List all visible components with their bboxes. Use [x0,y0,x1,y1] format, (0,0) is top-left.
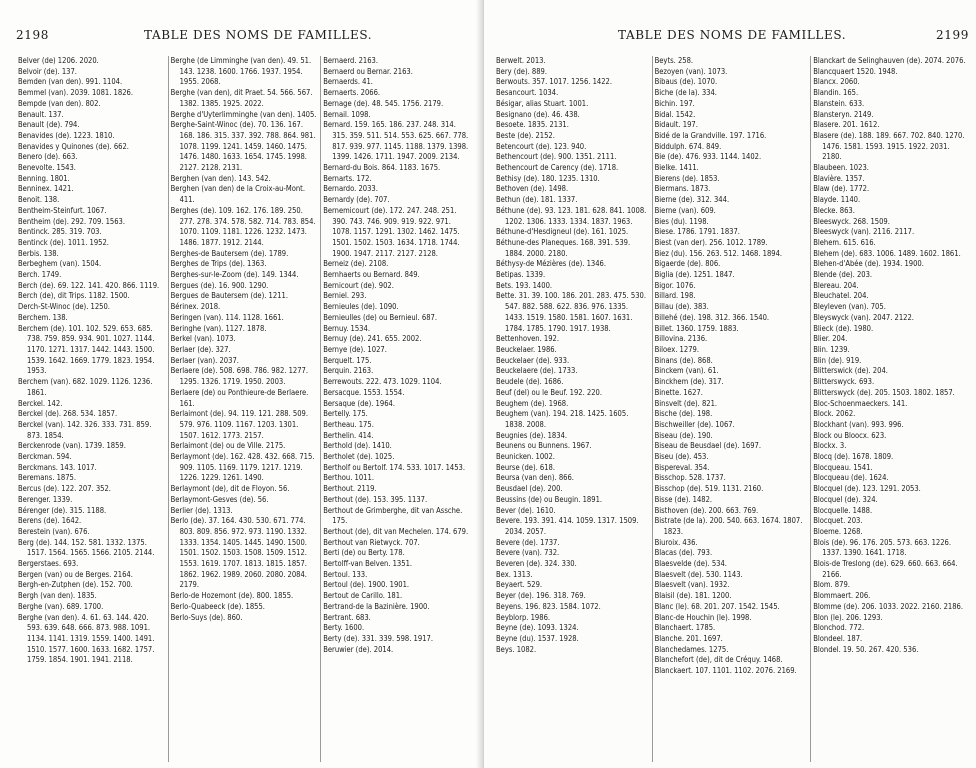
index-entry: Beurse (de). 618. [496,462,556,472]
index-entry: Berckenrode (van). 1739. 1859. [18,441,126,451]
index-entry: Blasere (de). 188. 189. 667. 702. 840. 1270. 1476. 1581. 1593. 1915. 1922. 2031. 2180. [813,130,965,162]
index-entry: Blaubeen. 1023. [813,163,869,173]
index-entry: Bergen (van) ou de Berges. 2164. [18,569,133,579]
index-entry: Block ou Bloocx. 623. [813,430,887,440]
right-page-number: 2199 [936,28,969,42]
index-entry: Bertolff-van Belven. 1351. [323,559,413,569]
index-entry: Blin. 1239. [813,344,850,354]
index-entry: Blansteryn. 2149. [813,109,874,119]
index-entry: Berlaere (de). 508. 698. 786. 982. 1277. 1295. 1326. 1719. 1950. 2003. [170,366,309,387]
index-entry: Bidé de la Grandville. 197. 1716. [654,130,767,140]
index-entry: Berlaimont (de) ou de Ville. 2175. [170,441,286,451]
index-entry: Berwelt. 2013. [496,56,546,65]
index-entry: Blaisil (de). 181. 1200. [654,591,732,601]
index-entry: Blitterswick (de). 204. [813,366,888,376]
index-entry: Bisschop. 528. 1737. [654,473,726,483]
index-entry: Bempde (van den). 802. [18,98,101,108]
index-entry: Blehem (de). 683. 1006. 1489. 1602. 1861. [813,248,961,258]
index-entry: Berghes-sur-le-Zoom (de). 149. 1344. [170,270,299,280]
index-entry: Blois-de Treslong (de). 629. 660. 663. 664. 2166. [813,559,958,579]
index-entry: Beuckelaer. 1986. [496,344,557,354]
index-entry: Beyer (de). 196. 318. 769. [496,591,586,601]
index-entry: Blacas (de). 793. [654,548,713,558]
index-entry: Bernage (de). 48. 545. 1756. 2179. [323,98,444,108]
index-entry: Beuf (del) ou le Beuf. 192. 220. [496,387,603,397]
index-entry: Beyblorp. 1986. [496,612,551,622]
right-page [484,0,976,768]
index-entry: Blondeel. 187. [813,633,863,643]
index-entry: Berghen (van den) de la Croix-au-Mont. 411. [170,184,305,205]
index-entry: Blitterswyck. 693. [813,377,875,387]
index-entry: Blocq (de). 1678. 1809. [813,452,894,462]
index-entry: Beussins (de) ou Beugin. 1891. [496,494,603,504]
index-entry: Biloex. 1279. [654,344,699,354]
index-entry: Bésigar, alias Stuart. 1001. [496,98,589,108]
index-entry: Berlaer (de). 327. [170,344,231,354]
index-entry: Beunicken. 1002. [496,452,555,462]
index-entry: Binans (de). 868. [654,355,713,365]
index-entry: Berlaer (van). 2037. [170,355,239,365]
index-entry: Biermans. 1873. [654,184,711,194]
index-entry: Beys. 1082. [496,644,537,654]
index-entry: Berghe (van). 689. 1700. [18,601,104,611]
index-entry: Blanckart de Selinghauven (de). 2074. 2076. [813,56,966,65]
left-column-1 [16,56,169,762]
index-entry: Bertheau. 175. [323,419,374,429]
index-entry: Bergh-en-Zutphen (de). 152. 700. [18,580,133,590]
index-entry: Béthysy-de Mézières (de). 1346. [496,259,607,269]
index-entry: Bies (du). 1198. [654,216,709,226]
index-entry: Berlaymont (de), dit de Floyon. 56. [170,484,290,494]
index-entry: Berbis. 138. [18,248,59,258]
right-column-1 [494,56,653,762]
index-entry: Bigaerde (de). 806. [654,259,721,269]
index-entry: Blanchefort (de), dit de Créquy. 1468. [654,655,783,665]
index-entry: Beringen (van). 114. 1128. 1661. [170,312,284,322]
index-entry: Bisschop (de). 519. 1131. 2160. [654,484,764,494]
index-entry: Berlaimont (de). 94. 119. 121. 288. 509. 579. 976. 1109. 1167. 1203. 1301. 1507. 1612. 1773. 2157. [170,409,309,440]
index-entry: Bernaerd ou Bernar. 2163. [323,66,413,76]
left-page [0,0,484,768]
index-entry: Biddulph. 674. 849. [654,141,722,151]
index-entry: Beruwier (de). 2014. [323,644,394,654]
index-entry: Berbeghem (van). 1504. [18,259,102,269]
index-entry: Blancx. 2060. [813,77,860,87]
index-entry: Blocquel (de). 324. [813,494,878,504]
index-entry: Bisthoven (de). 200. 663. 769. [654,505,759,515]
index-entry: Berquin. 2163. [323,366,374,376]
index-entry: Binckhem (de). 317. [654,377,724,387]
index-entry: Berghe (van den). 4. 61. 63. 144. 420. 593. 639. 648. 666. 873. 988. 1091. 1134. 1141. 1319. 1559. 1400. 1491. 1510. 1577. 1600. 1633. 1682. 1757. 1759. 1854. 1901. 1941. 2118. [18,612,155,665]
index-entry: Beremans. 1875. [18,473,76,483]
index-entry: Berch. 1749. [18,270,62,280]
index-entry: Blanchaert. 1785. [654,623,716,633]
index-entry: Berg (de). 144. 152. 581. 1332. 1375. 1517. 1564. 1565. 1566. 2105. 2144. [18,537,155,558]
index-entry: Berlo-Suys (de). 860. [170,612,243,622]
index-entry: Beusdael (de). 200. [496,484,563,494]
index-entry: Bleeswyck. 268. 1509. [813,216,890,226]
index-entry: Bernaerd. 2163. [323,56,379,65]
index-entry: Beringhe (van). 1127. 1878. [170,323,267,333]
index-entry: Blocquelle. 1488. [813,505,873,515]
index-entry: Bery (de). 889. [496,66,548,76]
index-entry: Bierne (van). 609. [654,205,716,215]
left-column-3 [321,56,474,762]
index-entry: Beunens ou Bunnens. 1967. [496,441,592,451]
index-entry: Berghes-de Bautersem (de). 1789. [170,248,289,258]
index-entry: Berthout (de), dit van Mechelen. 174. 679. [323,526,469,536]
index-entry: Blin (de). 919. [813,355,862,365]
index-entry: Berckman. 594. [18,452,72,462]
index-entry: Block. 2062. [813,409,856,419]
index-entry: Benevolte. 1543. [18,163,76,173]
index-entry: Bleyswyck (van). 2047. 2122. [813,312,914,322]
index-entry: Bertholf ou Bertolf. 174. 533. 1017. 1453. [323,462,466,472]
index-entry: Blaw (de). 1772. [813,184,870,194]
index-entry: Berthout de Grimberghe, dit van Assche. 175. [323,505,463,526]
index-entry: Berghes de Trips (de). 1363. [170,259,267,269]
index-entry: Berens (de). 1642. [18,516,82,526]
index-entry: Blereau. 204. [813,280,859,290]
index-entry: Bierne (de). 312. 344. [654,195,730,205]
index-entry: Blitterswyck (de). 205. 1503. 1802. 1857. [813,387,955,397]
index-entry: Biche (de la). 334. [654,88,717,98]
index-entry: Beveren (de). 324. 330. [496,559,577,569]
index-entry: Beuckelaer (de). 933. [496,355,570,365]
index-entry: Benoit. 138. [18,195,60,205]
index-entry: Berty. 1600. [323,623,365,633]
index-entry: Bische (de). 198. [654,409,713,419]
index-entry: Berwouts. 357. 1017. 1256. 1422. [496,77,613,87]
index-entry: Beyne (de). 1093. 1324. [496,623,579,633]
index-entry: Blieck (de). 1980. [813,323,874,333]
index-entry: Biseau (de). 190. [654,430,713,440]
index-entry: Bernicourt (de). 902. [323,280,394,290]
index-entry: Binsvelt (de). 821. [654,398,718,408]
index-entry: Berghen (van den). 143. 542. [170,173,271,183]
index-entry: Bette. 31. 39. 100. 186. 201. 283. 475. 530. 547. 882. 588. 622. 836. 976. 1335. 1433. 1519. 1580. 1581. 1607. 1631. 1784. 1785. 1790. 1917. 1938. [496,291,646,333]
index-entry: Benninex. 1421. [18,184,74,194]
index-entry: Berrewouts. 222. 473. 1029. 1104. [323,377,442,387]
index-entry: Bérinex. 2018. [170,302,221,312]
index-entry: Blier. 204. [813,334,848,344]
index-entry: Beuckelaere (de). 1733. [496,366,578,376]
index-entry: Beugnies (de). 1834. [496,430,568,440]
index-entry: Blockhant (van). 993. 996. [813,419,904,429]
index-entry: Biez (du). 156. 263. 512. 1468. 1894. [654,248,783,258]
index-entry: Bevere (de). 1737. [496,537,560,547]
right-running-head: TABLE DES NOMS DE FAMILLES. [618,28,847,42]
index-entry: Benero (de). 663. [18,152,78,162]
right-columns [494,56,970,762]
index-entry: Blayde. 1140. [813,195,861,205]
index-entry: Biese. 1786. 1791. 1837. [654,227,740,237]
index-entry: Bernarts. 172. [323,173,372,183]
index-entry: Berthou. 1011. [323,473,374,483]
index-entry: Bernard. 159. 165. 186. 237. 248. 314. 315. 359. 511. 514. 553. 625. 667. 778. 817. 939. 977. 1145. 1188. 1379. 1398. 1399. 1426. 1711. 1947. 2009. 2134. [323,120,469,162]
index-entry: Betipas. 1339. [496,270,546,280]
index-entry: Beursa (van den). 866. [496,473,574,483]
index-entry: Berghe d'Uyterlimminghe (van den). 1405. [170,109,317,119]
index-entry: Beudele (de). 1686. [496,377,564,387]
index-entry: Berlaere (de) ou Ponthieure-de Berlaere. 161. [170,387,309,408]
index-entry: Bleuchatel. 204. [813,291,869,301]
index-entry: Berch (de), dit Trips. 1182. 1500. [18,291,130,301]
index-entry: Berghe (de Limminghe (van den). 49. 51. 143. 1238. 1600. 1766. 1937. 1954. 1955. 2068. [170,56,312,87]
index-entry: Bloc-Schoenmaeckers. 141. [813,398,908,408]
index-entry: Bentinck. 285. 319. 703. [18,227,102,237]
index-entry: Bierens (de). 1853. [654,173,720,183]
left-columns [16,56,474,762]
index-entry: Bernaerds. 41. [323,77,373,87]
index-entry: Biglia (de). 1251. 1847. [654,270,735,280]
index-entry: Bernardy (de). 707. [323,195,390,205]
index-entry: Bettenhoven. 192. [496,334,560,344]
index-entry: Bergues de Bautersem (de). 1211. [170,291,288,301]
index-entry: Bertholet (de). 1025. [323,452,395,462]
index-entry: Beughem (van). 194. 218. 1425. 1605. 1838. 2008. [496,409,629,429]
index-entry: Bleeswyck (van). 2116. 2117. [813,227,915,237]
index-entry: Berlaymont-Gesves (de). 56. [170,494,269,504]
index-entry: Bemden (van den). 991. 1104. [18,77,123,87]
index-entry: Bertrand-de la Bazinière. 1900. [323,601,430,611]
index-entry: Berlo (de). 37. 164. 430. 530. 671. 774. 803. 809. 856. 972. 973. 1190. 1332. 1333. 1354. 1405. 1445. 1490. 1500. 1501. 1502. 1503. 1508. 1509. 1512. 1553. 1619. 1707. 1813. 1815. 1857. 1862. 1962. 1989. 2060. 2080. 2084. 2179. [170,516,307,590]
index-entry: Bentinck (de). 1011. 1952. [18,237,109,247]
index-entry: Biuroix. 436. [654,537,698,547]
index-entry: Berneiz (de). 2108. [323,259,389,269]
right-column-2 [653,56,812,762]
index-entry: Blehen-d'Abée (de). 1934. 1900. [813,259,924,269]
index-entry: Beughem (de). 1968. [496,398,569,408]
index-entry: Blocqueau. 1541. [813,462,873,472]
index-entry: Derch-St-Winoc (de). 1250. [18,302,110,312]
index-entry: Béthune (de). 93. 123. 181. 628. 841. 1008. 1202. 1306. 1333. 1334. 1837. 1963. [496,205,647,226]
index-entry: Blanstein. 633. [813,98,865,108]
index-entry: Berthout. 2119. [323,484,377,494]
index-entry: Bever (de). 1610. [496,505,556,515]
index-entry: Bigor. 1076. [654,280,696,290]
index-entry: Bersaque (de). 1964. [323,398,395,408]
index-entry: Berquelt. 175. [323,355,372,365]
index-entry: Berchem. 138. [18,312,68,322]
index-entry: Bertoul. 133. [323,569,368,579]
index-entry: Blois (de). 96. 176. 205. 573. 663. 1226. 1337. 1390. 1641. 1718. [813,537,952,558]
index-entry: Bernuy. 1534. [323,323,370,333]
index-entry: Bie (de). 476. 933. 1144. 1402. [654,152,762,162]
index-entry: Bernard-du Bois. 864. 1183. 1675. [323,163,441,173]
index-entry: Binette. 1627. [654,387,703,397]
index-entry: Berckel (van). 142. 326. 333. 731. 859. 873. 1854. [18,419,152,440]
index-entry: Bidal. 1542. [654,109,696,119]
index-entry: Billau (de). 383. [654,302,709,312]
index-entry: Billovina. 2136. [654,334,708,344]
index-entry: Bernieulles (de) ou Bernieul. 687. [323,312,438,322]
index-entry: Bidault. 197. [654,120,698,130]
index-entry: Blanche. 201. 1697. [654,633,723,643]
index-entry: Bichin. 197. [654,98,695,108]
index-entry: Bistrate (de la). 200. 540. 663. 1674. 1807. 1823. [654,516,803,536]
index-entry: Blommaert. 206. [813,591,871,601]
index-entry: Berchem (de). 101. 102. 529. 653. 685. 738. 759. 859. 934. 901. 1027. 1144. 1170. 1271. 1317. 1442. 1443. 1500. 1539. 1642. 1669. 1779. 1823. 1954. 1953. [18,323,155,376]
index-entry: Blehem. 615. 616. [813,237,876,247]
index-entry: Bethoven (de). 1498. [496,184,569,194]
index-entry: Bethencourt (de). 900. 1351. 2111. [496,152,617,162]
index-entry: Bertout de Carillo. 181. [323,591,403,601]
index-entry: Besignano (de). 46. 438. [496,109,580,119]
index-entry: Berghes (de). 109. 162. 176. 189. 250. 277. 278. 374. 578. 582. 714. 783. 854. 1070. 1109. 1181. 1226. 1232. 1473. 1486. 1877. 1912. 2144. [170,205,316,247]
index-entry: Benault. 137. [18,109,64,119]
index-entry: Bex. 1313. [496,569,533,579]
index-entry: Bisse (de). 1482. [654,494,713,504]
index-entry: Bernieules (de). 1090. [323,302,399,312]
index-entry: Bernuy (de). 241. 655. 2002. [323,334,422,344]
index-entry: Berghe (van den), dit Praet. 54. 566. 567. 1382. 1385. 1925. 2022. [170,88,313,108]
index-entry: Beyens. 196. 823. 1584. 1072. [496,601,601,611]
index-entry: Berckel. 142. [18,398,63,408]
index-entry: Béthune-des Planeques. 168. 391. 539. 1884. 2000. 2180. [496,237,631,258]
index-entry: Bercus (de). 122. 207. 352. [18,484,111,494]
left-page-number: 2198 [16,28,49,42]
index-entry: Blanckaert. 107. 1101. 1102. 2076. 2169. [654,666,797,676]
index-entry: Bethisy (de). 180. 1235. 1310. [496,173,600,183]
index-entry: Binckem (van). 61. [654,366,719,376]
index-entry: Bernye (de). 1027. [323,344,387,354]
index-entry: Berthout (de). 153. 395. 1137. [323,494,428,504]
index-entry: Benavides y Quinones (de). 662. [18,141,129,151]
index-entry: Berckel (de). 268. 534. 1857. [18,409,118,419]
index-entry: Billehé (de). 198. 312. 366. 1540. [654,312,770,322]
index-entry: Blecke. 863. [813,205,855,215]
index-entry: Blocqueau (de). 1624. [813,473,889,483]
index-entry: Besancourt. 1034. [496,88,559,98]
index-entry: Blandin. 165. [813,88,859,98]
index-entry: Beyaert. 529. [496,580,543,590]
index-entry: Bischweiller (de). 1067. [654,419,735,429]
index-entry: Bloeme. 1268. [813,526,863,536]
left-column-2 [169,56,322,762]
index-entry: Berch (de). 69. 122. 141. 420. 866. 1119. [18,280,160,290]
index-entry: Berty (de). 331. 339. 598. 1917. [323,633,433,643]
index-entry: Billard. 198. [654,291,696,301]
index-entry: Bevere. 193. 391. 414. 1059. 1317. 1509. 2034. 2057. [496,516,639,536]
index-entry: Berlier (de). 1313. [170,505,233,515]
index-entry: Bergh (van den). 1835. [18,591,97,601]
index-entry: Betencourt (de). 123. 940. [496,141,587,151]
index-entry: Bispereval. 354. [654,462,710,472]
index-entry: Bernardo. 2033. [323,184,378,194]
index-entry: Bibaus (de). 1070. [654,77,718,87]
index-entry: Blondel. 19. 50. 267. 420. 536. [813,644,919,654]
index-entry: Benavides (de). 1223. 1810. [18,130,115,140]
index-entry: Biseu (de). 453. [654,452,709,462]
index-entry: Berlo-de Hozemont (de). 800. 1855. [170,591,294,601]
index-entry: Bets. 193. 1400. [496,280,553,290]
left-running-head: TABLE DES NOMS DE FAMILLES. [144,28,373,42]
index-entry: Benault (de). 794. [18,120,80,130]
index-entry: Berti (de) ou Berty. 178. [323,548,405,558]
index-entry: Blancquaert 1520. 1948. [813,66,898,76]
index-entry: Beyts. 258. [654,56,694,65]
index-entry: Blasere. 201. 1612. [813,120,880,130]
index-entry: Bernhaerts ou Bernard. 849. [323,270,420,280]
index-entry: Belver (de) 1206. 2020. [18,56,99,65]
index-entry: Bérenger (de). 315. 1188. [18,505,107,515]
index-entry: Blom. 879. [813,580,850,590]
index-entry: Blocquet. 203. [813,516,863,526]
index-entry: Blonchod. 772. [813,623,865,633]
index-entry: Blockx. 3. [813,441,847,451]
index-entry: Blaesvelt (de). 530. 1143. [654,569,743,579]
index-entry: Blomme (de). 206. 1033. 2022. 2160. 2186. [813,601,964,611]
index-entry: Berenger. 1339. [18,494,73,504]
index-entry: Bertoul (de). 1900. 1901. [323,580,410,590]
index-entry: Berthelin. 414. [323,430,374,440]
index-entry: Benning. 1801. [18,173,70,183]
index-entry: Bernail. 1098. [323,109,371,119]
index-entry: Beyne (du). 1537. 1928. [496,633,579,643]
index-entry: Blavière. 1357. [813,173,865,183]
index-entry: Bertrant. 683. [323,612,371,622]
index-entry: Bernemicourt (de). 172. 247. 248. 251. 390. 743. 746. 909. 919. 922. 971. 1078. 1157. 1291. 1302. 1462. 1475. 1501. 1502. 1503. 1634. 1718. 1744. 1900. 1947. 2117. 2127. 2128. [323,205,460,258]
index-entry: Blaesvelde (de). 534. [654,559,727,569]
index-entry: Berlo-Quabeeck (de). 1855. [170,601,265,611]
index-entry: Blende (de). 203. [813,270,873,280]
index-entry: Beste (de). 2152. [496,130,555,140]
index-entry: Bezoyen (van). 1073. [654,66,728,76]
index-entry: Bergerstaes. 693. [18,559,79,569]
right-column-3 [811,56,970,762]
index-entry: Berckmans. 143. 1017. [18,462,97,472]
index-entry: Biest (van der). 256. 1012. 1789. [654,237,768,247]
index-entry: Berniel. 293. [323,291,367,301]
index-entry: Blanchedames. 1275. [654,644,729,654]
index-entry: Bernaerts. 2066. [323,88,381,98]
index-entry: Billet. 1360. 1759. 1883. [654,323,739,333]
index-entry: Blaesvelt (van). 1932. [654,580,730,590]
index-entry: Bertelly. 175. [323,409,368,419]
index-entry: Besoete. 1835. 2131. [496,120,569,130]
index-entry: Bentheim (de). 292. 709. 1563. [18,216,126,226]
index-entry: Bleyleven (van). 705. [813,302,886,312]
index-entry: Blanc-de Houchin (le). 1998. [654,612,752,622]
index-entry: Berlaymont (de). 162. 428. 432. 668. 715. 909. 1105. 1169. 1179. 1217. 1219. 1226. 1229. 1261. 1490. [170,452,315,483]
index-entry: Béthune-d'Hesdigneul (de). 161. 1025. [496,227,629,237]
index-entry: Blanc (le). 68. 201. 207. 1542. 1545. [654,601,780,611]
index-entry: Berestein (van). 676. [18,526,90,536]
index-entry: Blon (le). 206. 1293. [813,612,883,622]
index-entry: Bielke. 1411. [654,163,699,173]
index-entry: Bevere (van). 732. [496,548,560,558]
index-entry: Bemmel (van). 2039. 1081. 1826. [18,88,133,98]
index-entry: Belvoir (de). 137. [18,66,77,76]
index-entry: Bentheim-Steinfurt. 1067. [18,205,107,215]
index-entry: Bersacque. 1553. 1554. [323,387,405,397]
index-entry: Berghe-Saint-Winoc (de). 70. 136. 167. 168. 186. 315. 337. 392. 788. 864. 981. 1078. 1199. 1241. 1459. 1460. 1475. 1476. 1480. 1633. 1654. 1745. 1998. 2127. 2128. 2131. [170,120,316,173]
index-entry: Bethun (de). 181. 1337. [496,195,578,205]
index-entry: Berchem (van). 682. 1029. 1126. 1236. 1861. [18,377,153,397]
index-entry: Berkel (van). 1073. [170,334,236,344]
index-entry: Berthold (de). 1410. [323,441,392,451]
index-entry: Blocquel (de). 123. 1291. 2053. [813,484,921,494]
index-entry: Bergues (de). 16. 900. 1290. [170,280,269,290]
index-entry: Berthout van Rietwyck. 707. [323,537,420,547]
index-entry: Bethencourt de Carency (de). 1718. [496,163,619,173]
index-entry: Biseau de Beusdael (de). 1697. [654,441,762,451]
